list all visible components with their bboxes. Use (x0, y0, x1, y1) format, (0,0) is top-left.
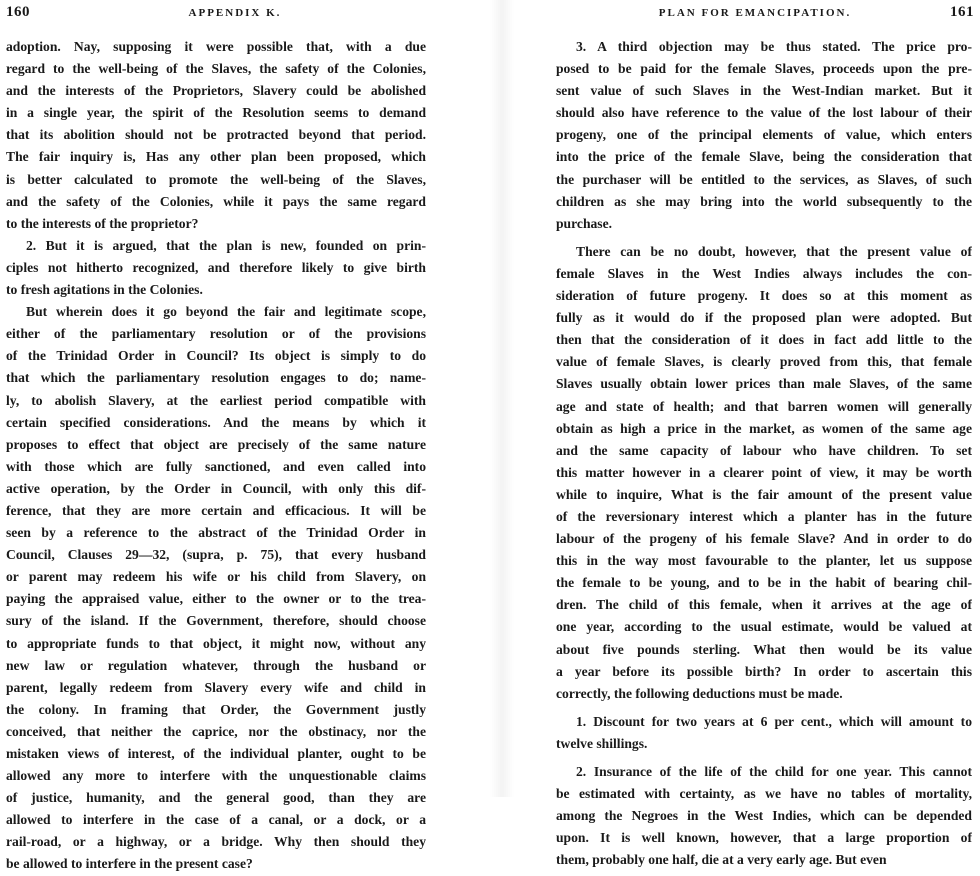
text-line: upon. It is well known, however, that a large proportion of (556, 830, 972, 846)
text-line: to the interests of the proprietor? (6, 215, 199, 231)
text-line: correctly, the following deductions must be made. (556, 685, 843, 701)
text-line: one year, according to the usual estimate, would be valued at (556, 619, 972, 635)
text-line: while to inquire, What is the fair amount of the present value (556, 486, 972, 502)
text-line: the purchaser will be entitled to the services, as Slaves, of such (556, 171, 972, 187)
text-line: rail-road, or a highway, or a bridge. Why then should they (6, 834, 426, 850)
text-line: purchase. (556, 215, 613, 231)
text-line: conceived, that neither the caprice, nor the obstinacy, nor the (6, 723, 426, 739)
text-line: female Slaves in the West Indies always includes the con- (556, 265, 972, 281)
text-line: seen by a reference to the abstract of the Trinidad Order in (6, 525, 426, 541)
left-page-header (0, 4, 470, 22)
text-line: 3. A third objection may be thus stated. The price pro- (576, 39, 972, 54)
text-line: be estimated with certainty, as we have no tables of mortality, (556, 786, 972, 802)
text-line: There can be no doubt, however, that the present value of (576, 243, 972, 259)
text-line: of the Trinidad Order in Council? Its object is simply to do (6, 348, 426, 364)
text-line: and the same capacity of labour who have children. To set (556, 442, 972, 458)
left-page-body (6, 36, 426, 876)
paragraph (6, 301, 426, 875)
text-line: parent, legally redeem from Slavery every wife and child in (6, 679, 426, 695)
text-line: about five pounds sterling. What then would be its value (556, 641, 972, 657)
text-line: into the price of the female Slave, being the consideration that (556, 149, 972, 165)
text-line: to fresh agitations in the Colonies. (6, 282, 203, 298)
text-line: that which the parliamentary resolution engages to do; name- (6, 370, 426, 386)
text-line: among the Negroes in the West Indies, which can be depended (556, 808, 972, 824)
text-line: the colony. In framing that Order, the Government justly (6, 701, 426, 717)
text-line: regard to the well-being of the Slaves, the safety of the Colonies, (6, 61, 426, 77)
text-line: this in the way most favourable to the planter, let us suppose (556, 553, 972, 569)
right-page-header (520, 4, 980, 22)
text-line: that its abolition should not be protracted beyond that period. (6, 127, 426, 143)
text-line: then that the consideration of it does in fact add little to the (556, 332, 972, 348)
text-line: is better calculated to promote the well-being of the Slaves, (6, 171, 426, 187)
text-line: the female to be young, and to be in the habit of bearing chil- (556, 575, 972, 591)
right-page-body (556, 36, 972, 871)
text-line: to appropriate funds to that object, it might now, without any (6, 635, 426, 651)
text-line: active operation, by the Order in Council, with only this dif- (6, 480, 426, 496)
text-line: be allowed to interfere in the present case? (6, 856, 253, 872)
text-line: sury of the island. If the Government, therefore, should choose (6, 613, 426, 629)
text-line: proposes to effect that object are precisely of the same nature (6, 436, 426, 452)
text-line: children as she may bring into the world subsequently to the (556, 193, 972, 209)
text-line: mistaken views of interest, of the individual planter, ought to be (6, 746, 426, 761)
text-line: progeny, one of the principal elements of value, which enters (556, 127, 972, 143)
text-line: labour of the progeny of his female Slave? And in order to do (556, 531, 972, 547)
paragraph (556, 711, 972, 755)
book-gutter (490, 0, 514, 797)
text-line: paying the appraised value, either to the owner or to the trea- (6, 591, 426, 607)
text-line: value of female Slaves, is clearly proved from this, that female (556, 354, 972, 370)
text-line: 2. But it is argued, that the plan is new, founded on prin- (26, 237, 426, 253)
text-line: dren. The child of this female, when it arrives at the age of (556, 597, 972, 613)
left-page (0, 0, 470, 872)
left-running-head: APPENDIX K. (188, 7, 282, 19)
left-page-number: 160 (6, 4, 30, 20)
text-line: Slaves usually obtain lower prices than male Slaves, of the same (556, 376, 972, 392)
text-line: But wherein does it go beyond the fair and legitimate scope, (26, 304, 426, 320)
text-line: should also have reference to the value of the lost labour of their (556, 105, 972, 121)
text-line: 2. Insurance of the life of the child for one year. This cannot (576, 764, 972, 779)
text-line: in a single year, the spirit of the Resolution seems to demand (6, 105, 426, 121)
text-line: sent value of such Slaves in the West-Indian market. But it (556, 83, 972, 99)
paragraph (556, 36, 972, 235)
text-line: adoption. Nay, supposing it were possible that, with a due (6, 39, 426, 54)
text-line: either of the parliamentary resolution or of the provisions (6, 326, 426, 342)
text-line: them, probably one half, die at a very early age. But even (556, 852, 887, 868)
text-line: posed to be paid for the female Slaves, proceeds upon the pre- (556, 61, 972, 77)
text-line: new law or regulation whatever, through the husband or (6, 657, 426, 673)
right-page-number: 161 (950, 4, 974, 20)
text-line: or parent may redeem his wife or his child from Slavery, on (6, 569, 426, 585)
text-line: obtain as high a price in the market, as women of the same age (556, 420, 972, 436)
text-line: Council, Clauses 29—32, (supra, p. 75), that every husband (6, 547, 426, 563)
text-line: allowed any more to interfere with the unquestionable claims (6, 768, 426, 784)
right-page (520, 0, 980, 868)
text-line: a year before its possible birth? In order to ascertain this (556, 663, 972, 679)
text-line: with those which are fully sanctioned, and even called into (6, 458, 426, 474)
paragraph (556, 241, 972, 705)
text-line: sideration of future progeny. It does so at this moment as (556, 288, 972, 304)
text-line: fully as it would do if the proposed plan were adopted. But (556, 310, 972, 326)
text-line: ly, to abolish Slavery, at the earliest period compatible with (6, 392, 426, 408)
text-line: 1. Discount for two years at 6 per cent., which will amount to (576, 713, 972, 729)
paragraph (6, 235, 426, 301)
text-line: this matter however in a clearer point of view, it may be worth (556, 464, 972, 480)
text-line: ference, that they are more certain and efficacious. It will be (6, 502, 426, 518)
text-line: and the interests of the Proprietors, Slavery could be abolished (6, 83, 426, 99)
text-line: twelve shillings. (556, 735, 648, 751)
paragraph (6, 36, 426, 235)
text-line: and the safety of the Colonies, while it pays the same regard (6, 193, 426, 209)
paragraph (556, 761, 972, 871)
text-line: certain specified considerations. And the means by which it (6, 414, 426, 430)
text-line: of the reversionary interest which a planter has in the future (556, 508, 972, 524)
text-line: of justice, humanity, and the general good, than they are (6, 790, 426, 806)
text-line: allowed to interfere in the case of a canal, or a dock, or a (6, 812, 426, 828)
text-line: The fair inquiry is, Has any other plan been proposed, which (6, 149, 426, 165)
right-running-head: PLAN FOR EMANCIPATION. (658, 7, 852, 19)
text-line: ciples not hitherto recognized, and therefore likely to give birth (6, 259, 426, 275)
text-line: age and state of health; and that barren women will generally (556, 398, 972, 414)
